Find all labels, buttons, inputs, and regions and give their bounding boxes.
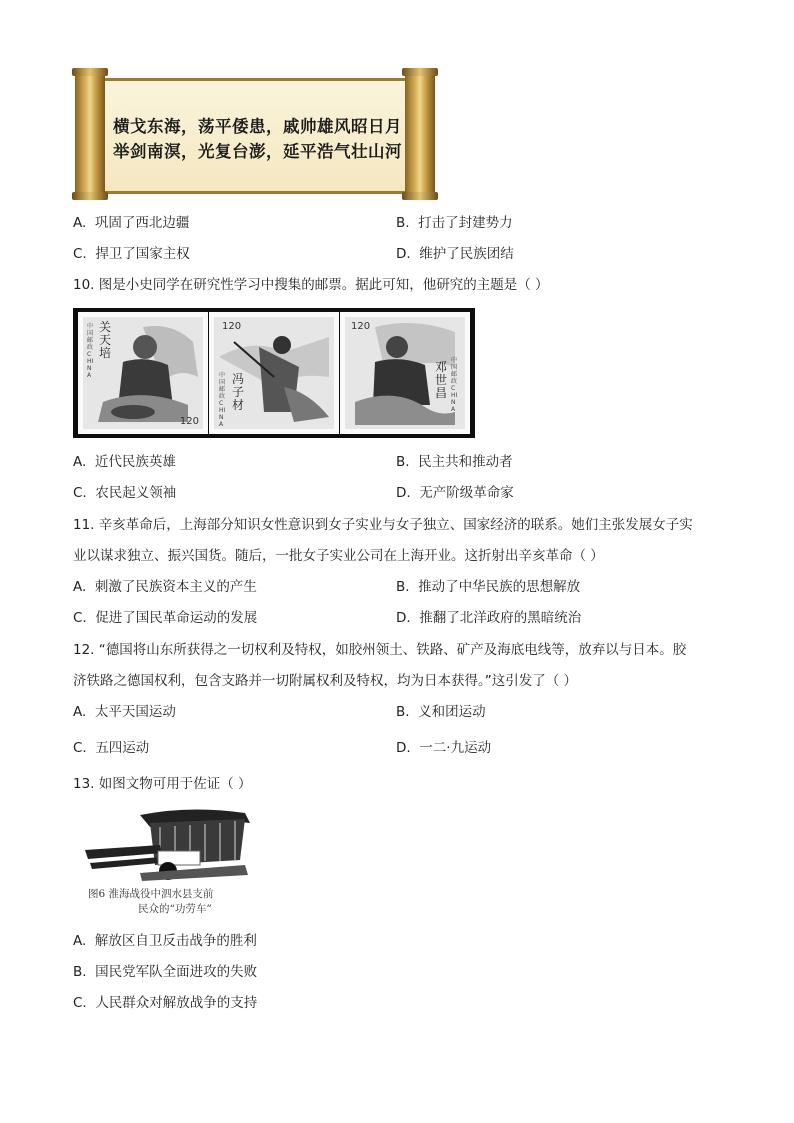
stamp-3-name: 邓世昌 bbox=[435, 360, 448, 400]
q13-option-a: A. 解放区自卫反击战争的胜利 bbox=[73, 933, 257, 949]
scroll-image bbox=[75, 68, 435, 200]
artifact-cart-image bbox=[80, 805, 255, 915]
q11-stem-line-2: 业以谋求独立、振兴国货。随后，一批女子实业公司在上海开业。这折射出辛亥革命（ ） bbox=[73, 548, 604, 564]
scroll-line-2: 举剑南溟，光复台澎，延平浩气壮山河 bbox=[113, 142, 402, 161]
q13-option-c: C. 人民群众对解放战争的支持 bbox=[73, 995, 258, 1011]
q12-option-c: C. 五四运动 bbox=[73, 740, 150, 756]
q12-option-d: D. 一二·九运动 bbox=[396, 740, 492, 756]
scroll-pillar-left bbox=[75, 68, 105, 200]
q13-option-b: B. 国民党军队全面进攻的失败 bbox=[73, 964, 258, 980]
q11-option-b: B. 推动了中华民族的思想解放 bbox=[396, 579, 581, 595]
scroll-pillar-right bbox=[405, 68, 435, 200]
q10-option-d: D. 无产阶级革命家 bbox=[396, 485, 514, 501]
stamp-guan-tianpei: 中国邮政CHINA 关天培 120 bbox=[78, 312, 208, 434]
stamp-2-name: 冯子材 bbox=[232, 372, 245, 412]
stamp-1-price: 120 bbox=[179, 416, 199, 427]
cart-drawing bbox=[80, 805, 255, 885]
q10-option-a: A. 近代民族英雄 bbox=[73, 454, 176, 470]
q12-stem-line-1: 12. “德国将山东所获得之一切权利及特权，如胶州领土、铁路、矿产及海底电线等，放弃以与日本。胶 bbox=[73, 642, 687, 658]
q9-option-d: D. 维护了民族团结 bbox=[396, 246, 514, 262]
q13-stem: 13. 如图文物可用于佐证（ ） bbox=[73, 776, 252, 792]
stamp-deng-shichang: 120 邓世昌 中国邮政CHINA bbox=[340, 312, 470, 434]
q12-option-b: B. 义和团运动 bbox=[396, 704, 486, 720]
scroll-line-1: 横戈东海，荡平倭患，戚帅雄风昭日月 bbox=[113, 117, 402, 136]
q9-option-c: C. 捍卫了国家主权 bbox=[73, 246, 190, 262]
q12-option-a: A. 太平天国运动 bbox=[73, 704, 176, 720]
q10-option-b: B. 民主共和推动者 bbox=[396, 454, 513, 470]
stamp-2-price: 120 bbox=[222, 321, 242, 332]
artifact-caption-1: 图6 淮海战役中泗水县支前 bbox=[88, 888, 214, 900]
q11-option-d: D. 推翻了北洋政府的黑暗统治 bbox=[396, 610, 582, 626]
stamps-image bbox=[73, 308, 475, 438]
stamp-1-name: 关天培 bbox=[99, 320, 112, 360]
q11-option-a: A. 刺激了民族资本主义的产生 bbox=[73, 579, 257, 595]
q12-stem-line-2: 济铁路之德国权利，包含支路并一切附属权利及特权，均为日本获得。”这引发了（ ） bbox=[73, 673, 578, 689]
q10-stem: 10. 图是小史同学在研究性学习中搜集的邮票。据此可知，他研究的主题是（ ） bbox=[73, 277, 549, 293]
q9-option-b: B. 打击了封建势力 bbox=[396, 215, 513, 231]
artifact-caption-2: 民众的“功劳车” bbox=[138, 903, 212, 915]
stamp-feng-zicai: 120 中国邮政CHINA 冯子材 bbox=[209, 312, 339, 434]
stamp-3-price: 120 bbox=[351, 321, 371, 332]
q9-option-a: A. 巩固了西北边疆 bbox=[73, 215, 190, 231]
q11-option-c: C. 促进了国民革命运动的发展 bbox=[73, 610, 258, 626]
q11-stem-line-1: 11. 辛亥革命后，上海部分知识女性意识到女子实业与女子独立、国家经济的联系。她们主张发展女子实 bbox=[73, 517, 693, 533]
q10-option-c: C. 农民起义领袖 bbox=[73, 485, 177, 501]
